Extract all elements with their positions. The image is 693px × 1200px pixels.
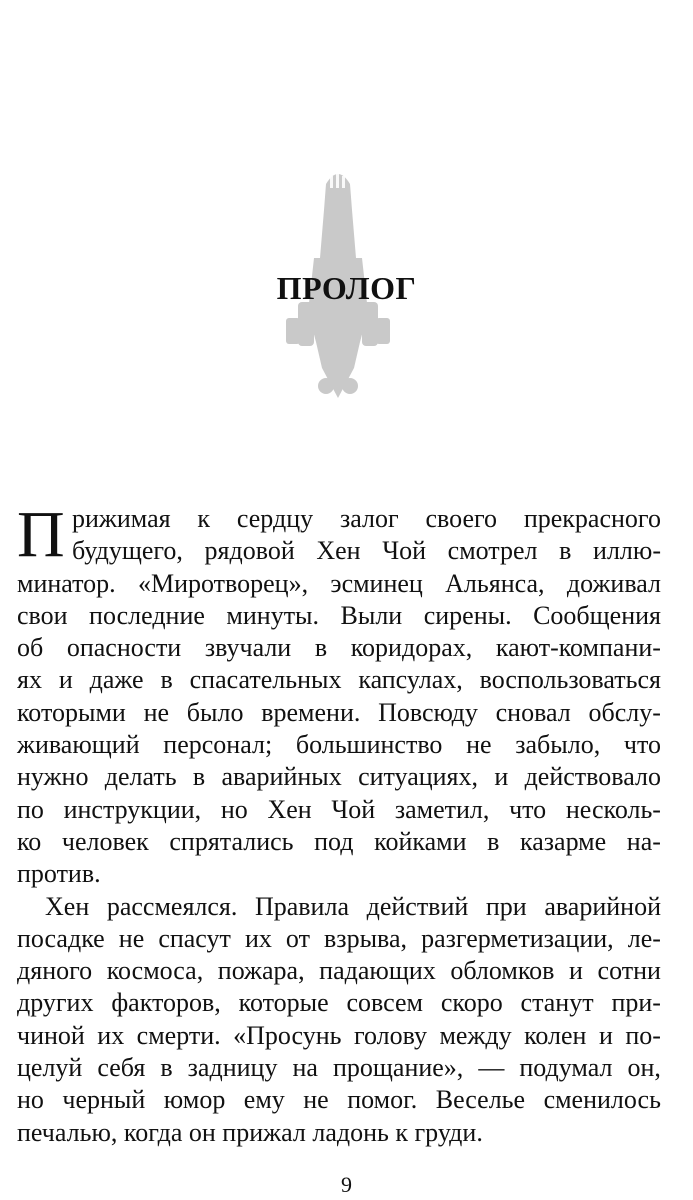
word: он,	[627, 1053, 661, 1083]
word: на-	[626, 826, 661, 856]
word: целуй	[17, 1053, 83, 1083]
text-line	[17, 729, 661, 761]
chapter-title: ПРОЛОГ	[276, 270, 417, 306]
word: обслу-	[588, 697, 661, 727]
word: «Миротворец»,	[137, 568, 309, 598]
text-line	[17, 535, 661, 567]
word: помог.	[347, 1085, 418, 1115]
word: Сообщения	[533, 600, 661, 630]
word: «Просунь	[233, 1020, 342, 1050]
word: других	[17, 988, 94, 1018]
word: к	[395, 1117, 415, 1147]
word: но	[220, 794, 248, 824]
word: ладонь	[312, 1117, 396, 1147]
word: Хен	[267, 794, 312, 824]
word: чиной	[17, 1020, 85, 1050]
word: которые	[238, 988, 329, 1018]
word: по	[17, 794, 44, 824]
word: сотни	[597, 956, 661, 986]
word: нужно	[17, 762, 89, 792]
word: от	[285, 923, 310, 953]
word: посадке	[17, 923, 105, 953]
word: себя	[97, 1053, 146, 1083]
text-line	[17, 858, 661, 890]
word: опасности	[66, 633, 182, 663]
word: последние	[89, 600, 205, 630]
word: кают-компани-	[495, 633, 661, 663]
word: действий	[366, 891, 469, 921]
word: иллю-	[593, 536, 661, 566]
word: сновал	[495, 697, 571, 727]
word: об	[17, 633, 44, 663]
word: койками	[374, 826, 467, 856]
text-line	[17, 891, 661, 923]
word: в	[314, 633, 328, 663]
word: человек	[61, 826, 149, 856]
word: рассмеялся.	[106, 891, 238, 921]
word: и	[494, 762, 509, 792]
word: пожара,	[217, 956, 305, 986]
word: Веселье	[435, 1085, 526, 1115]
word: прижал	[222, 1117, 313, 1147]
word: колен	[524, 1020, 587, 1050]
word: что	[623, 730, 661, 760]
word: под	[314, 826, 354, 856]
word: свои	[17, 600, 68, 630]
word: звучали	[204, 633, 292, 663]
word: спасательных	[189, 665, 342, 695]
word: минуты.	[226, 600, 320, 630]
text-line	[17, 1020, 661, 1052]
word: живающий	[17, 730, 140, 760]
word: Хен	[45, 891, 90, 921]
word: несколь-	[565, 794, 661, 824]
word: обломков	[450, 956, 555, 986]
word: черный	[62, 1085, 146, 1115]
word: сердцу	[236, 504, 314, 533]
word: залог	[339, 504, 399, 533]
word: взрыва,	[324, 923, 408, 953]
word: действовало	[524, 762, 661, 792]
text-line	[17, 1117, 661, 1149]
text-line	[17, 955, 661, 987]
word: юмор	[163, 1085, 226, 1115]
word: он	[188, 1117, 223, 1147]
word: их	[97, 1020, 125, 1050]
word: прекрасного	[523, 504, 661, 533]
text-line	[17, 503, 661, 535]
word: прощание»,	[332, 1053, 464, 1083]
text-line	[17, 761, 661, 793]
text-line	[17, 987, 661, 1019]
word: космоса,	[106, 956, 204, 986]
word: печалью,	[17, 1117, 124, 1147]
text-line	[17, 664, 661, 696]
word: Выли	[340, 600, 403, 630]
word: но	[17, 1085, 44, 1115]
word: даже	[89, 665, 144, 695]
word: персонал;	[163, 730, 273, 760]
word: их	[244, 923, 272, 953]
word: ях	[17, 665, 42, 695]
word: не	[303, 1085, 329, 1115]
word: Альянса,	[445, 568, 545, 598]
text-line	[17, 794, 661, 826]
word: между	[439, 1020, 512, 1050]
body-text	[17, 498, 661, 1149]
word: аварийной	[544, 891, 661, 921]
word: при	[485, 891, 527, 921]
word: Чой	[382, 536, 427, 566]
word: голову	[353, 1020, 427, 1050]
text-line	[17, 923, 661, 955]
word: задницу	[187, 1053, 278, 1083]
word: доживал	[566, 568, 661, 598]
word: груди.	[414, 1117, 483, 1147]
word: Правила	[254, 891, 349, 921]
word: падающих	[319, 956, 436, 986]
word: и	[598, 1020, 613, 1050]
word: сирены.	[423, 600, 512, 630]
word: на	[292, 1053, 318, 1083]
text-line	[17, 1084, 661, 1116]
word: совсем	[346, 988, 423, 1018]
word: в	[487, 826, 500, 856]
word: казарме	[519, 826, 607, 856]
drop-cap: П	[17, 498, 65, 571]
word: Хен	[316, 536, 361, 566]
word: инструкции,	[63, 794, 202, 824]
text-line	[17, 697, 661, 729]
word: которыми	[17, 697, 126, 727]
word: в	[559, 536, 572, 566]
text-line	[17, 600, 661, 632]
word: было	[186, 697, 244, 727]
text-line	[17, 632, 661, 664]
word: большинство	[295, 730, 443, 760]
page-number: 9	[341, 1172, 352, 1197]
word: своего	[425, 504, 497, 533]
word: эсминец	[330, 568, 423, 598]
word: по-	[625, 1020, 661, 1050]
word: против.	[17, 859, 101, 889]
word: заметил,	[394, 794, 490, 824]
word: и	[58, 665, 73, 695]
word: делать	[104, 762, 177, 792]
word: спасут	[158, 923, 231, 953]
word: разгерметизации,	[421, 923, 614, 953]
word: смотрел	[447, 536, 538, 566]
word: рядовой	[204, 536, 295, 566]
word: факторов,	[111, 988, 221, 1018]
word: спрятались	[169, 826, 294, 856]
word: в	[192, 762, 206, 792]
word: когда	[123, 1117, 189, 1147]
word: воспользоваться	[479, 665, 661, 695]
word: не	[118, 923, 145, 953]
word: подумал	[519, 1053, 613, 1083]
word: скоро	[440, 988, 503, 1018]
text-line	[17, 826, 661, 858]
word: при-	[611, 988, 661, 1018]
word: сменилось	[543, 1085, 661, 1115]
word: станут	[520, 988, 594, 1018]
word: в	[160, 1053, 173, 1083]
paragraph-1	[17, 498, 661, 891]
word: минатор.	[17, 568, 116, 598]
word: аварийных	[221, 762, 342, 792]
word: и	[569, 956, 583, 986]
word: —	[478, 1053, 505, 1083]
word: рижимая	[72, 504, 171, 533]
word: Чой	[331, 794, 376, 824]
word: ле-	[627, 923, 661, 953]
word: будущего,	[72, 536, 183, 566]
word: к	[197, 504, 211, 533]
word: ко	[17, 826, 42, 856]
word: не	[143, 697, 170, 727]
word: времени.	[261, 697, 361, 727]
word: ситуациях,	[358, 762, 479, 792]
paragraph-2	[17, 891, 661, 1149]
word: не	[466, 730, 492, 760]
word: Повсюду	[378, 697, 478, 727]
word: что	[509, 794, 547, 824]
word: ему	[243, 1085, 285, 1115]
word: дяного	[17, 956, 93, 986]
word: забыло,	[515, 730, 601, 760]
text-line	[17, 1052, 661, 1084]
word: в	[160, 665, 173, 695]
word: коридорах,	[350, 633, 473, 663]
word: смерти.	[136, 1020, 221, 1050]
word: капсулах,	[358, 665, 463, 695]
text-line	[17, 568, 661, 600]
